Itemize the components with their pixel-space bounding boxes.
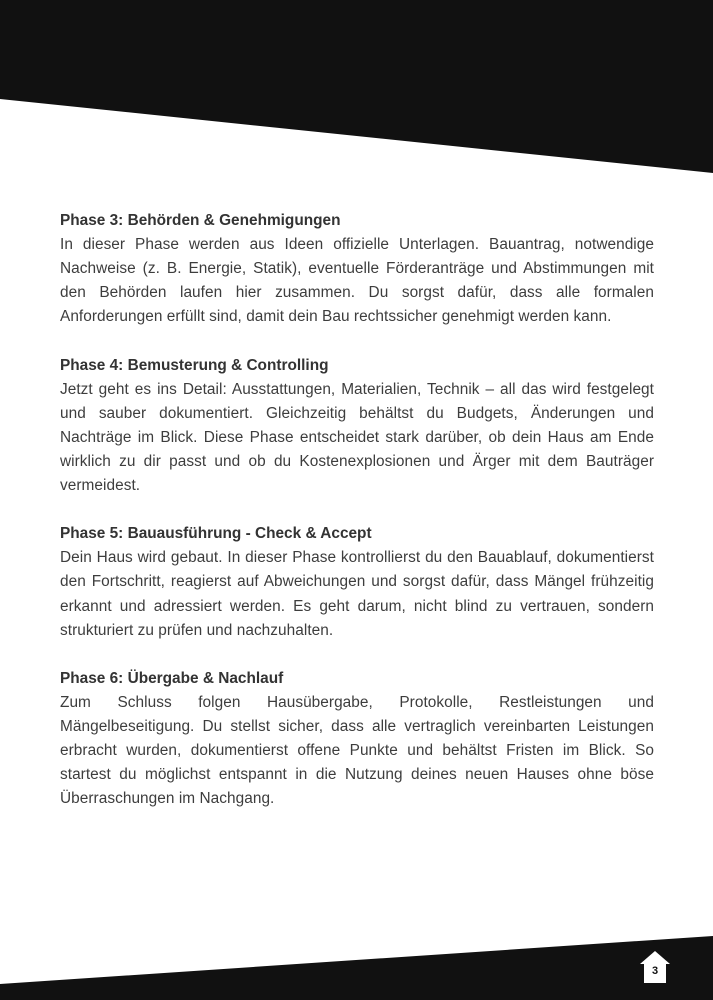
phase-paragraph: Dein Haus wird gebaut. In dieser Phase kontrollierst du den Bauablauf, dokumentierst den Fortschritt, reagierst auf Abweichungen und sorgst dafür, dass Mängel frühzeitig erkannt und adressiert werden. Es geht darum, nicht blind zu vertrauen, sondern strukturiert zu prüfen und nachzuhalten.: [60, 549, 654, 639]
phase-heading: Phase 5: Bauausführung - Check & Accept: [60, 525, 372, 543]
header-decorative-band: [0, 0, 713, 175]
phase-paragraph: In dieser Phase werden aus Ideen offizielle Unterlagen. Bauantrag, notwendige Nachweise (z. B. Energie, Statik), eventuelle Förderanträge und Abstimmungen mit den Behörden laufen hier zusammen. Du sorgst dafür, dass alle formalen Anforderungen erfüllt sind, damit dein Bau rechtssicher genehmigt werden kann.: [60, 236, 654, 326]
phase-heading: Phase 4: Bemusterung & Controlling: [60, 356, 329, 374]
phase-heading: Phase 3: Behörden & Genehmigungen: [60, 212, 341, 229]
document-body: [60, 209, 654, 835]
phase-section-6: [60, 667, 654, 812]
phase-section-4: [60, 354, 654, 499]
footer-decorative-band: [0, 934, 713, 1000]
phase-paragraph: Jetzt geht es ins Detail: Ausstattungen, Materialien, Technik – all das wird festgelegt und sauber dokumentiert. Gleichzeitig behältst du Budgets, Änderungen und Nachträge im Blick. Diese Phase entscheidet stark darüber, ob dein Haus am Ende wirklich zu dir passt und ob du Kostenexplosionen und Ärger mit dem Bauträger vermeidest.: [60, 380, 654, 495]
page-number: 3: [651, 965, 659, 977]
phase-section-5: [60, 522, 654, 642]
page-number-badge: [639, 950, 671, 984]
phase-heading: Phase 6: Übergabe & Nachlauf: [60, 669, 284, 687]
phase-paragraph: Zum Schluss folgen Hausübergabe, Protokolle, Restleistungen und Mängelbeseitigung. Du stellst sicher, dass alle vertraglich vereinbarten Leistungen erbracht wurden, dokumentierst offene Punkte und behältst Fristen im Blick. So startest du möglichst entspannt in die Nutzung deines neuen Hauses ohne böse Überraschungen im Nachgang.: [60, 693, 654, 808]
phase-section-3: [60, 209, 654, 329]
